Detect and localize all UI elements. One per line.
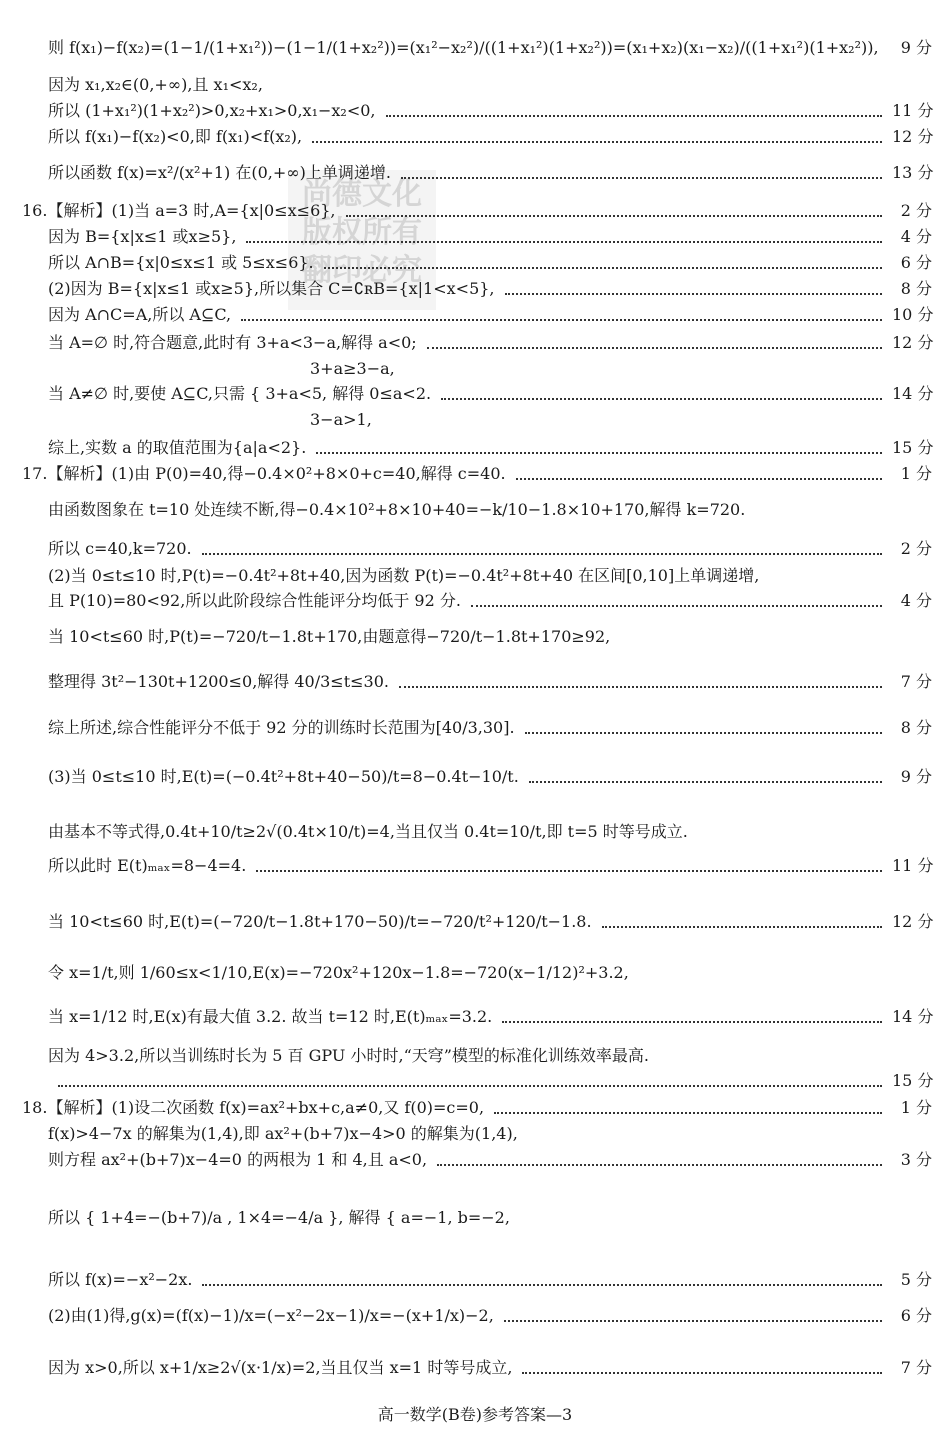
leader-dots [505, 273, 882, 295]
leader-dots [504, 1300, 882, 1322]
line-text: 当 x=1/12 时,E(x)有最大值 3.2. 故当 t=12 时,E(t)ₘₐₓ=3.2. [48, 1007, 493, 1026]
leader-dots [437, 1144, 882, 1166]
line-text: 18.【解析】(1)设二次函数 f(x)=ax²+bx+c,a≠0,又 f(0)=c=0, [22, 1098, 485, 1117]
line-text: 因为 x>0,所以 x+1/x≥2√(x·1/x)=2,当且仅当 x=1 时等号成立, [48, 1358, 513, 1377]
score-points: 5 分 [900, 1270, 932, 1289]
score-points: 6 分 [900, 1306, 932, 1325]
leader-dots [241, 299, 882, 321]
score-points: 12 分 [892, 127, 934, 146]
leader-dots [522, 1352, 882, 1374]
line-text: (2)因为 B={x|x≤1 或x≥5},所以集合 C=∁ʀB={x|1<x<5}, [48, 279, 495, 298]
leader-dots [427, 327, 882, 349]
line-text: 因为 4>3.2,所以当训练时长为 5 百 GPU 小时时,“天穹”模型的标准化训练效率最高. [48, 1046, 650, 1065]
line-text: 综上所述,综合性能评分不低于 92 分的训练时长范围为[40/3,30]. [48, 718, 515, 737]
line-text: 则方程 ax²+(b+7)x−4=0 的两根为 1 和 4,且 a<0, [48, 1150, 428, 1169]
leader-dots [324, 247, 882, 269]
line-text: 综上,实数 a 的取值范围为{a|a<2}. [48, 438, 307, 457]
line-text: 当 10<t≤60 时,P(t)=−720/t−1.8t+170,由题意得−720/t−1.8t+170≥92, [48, 627, 611, 646]
leader-dots [399, 666, 882, 688]
leader-dots [58, 1065, 882, 1087]
line-text: (2)由(1)得,g(x)=(f(x)−1)/x=(−x²−2x−1)/x=−(x+1/x)−2, [48, 1306, 494, 1325]
score-points: 14 分 [892, 384, 934, 403]
line-text: 则 f(x₁)−f(x₂)=(1−1/(1+x₁²))−(1−1/(1+x₂²))=(x₁²−x₂²)/((1+x₁²)(1+x₂²))=(x₁+x₂)(x₁−x₂)/((1+x₁²)(1+x₂²)), [48, 38, 879, 57]
score-points: 15 分 [892, 438, 934, 457]
leader-dots [386, 95, 882, 117]
line-text: (3)当 0≤t≤10 时,E(t)=(−0.4t²+8t+40−50)/t=8−0.4t−10/t. [48, 767, 519, 786]
score-points: 15 分 [892, 1071, 934, 1090]
leader-dots [516, 458, 882, 480]
line-text: 所以 f(x₁)−f(x₂)<0,即 f(x₁)<f(x₂), [48, 127, 303, 146]
score-points: 2 分 [900, 201, 932, 220]
score-points: 4 分 [900, 227, 932, 246]
score-points: 14 分 [892, 1007, 934, 1026]
line-text: 由基本不等式得,0.4t+10/t≥2√(0.4t×10/t)=4,当且仅当 0.4t=10/t,即 t=5 时等号成立. [48, 822, 688, 841]
leader-dots [525, 712, 882, 734]
score-points: 8 分 [900, 279, 932, 298]
score-points: 1 分 [900, 464, 932, 483]
leader-dots [202, 1264, 882, 1286]
leader-dots [256, 850, 882, 872]
leader-dots [401, 157, 882, 179]
line-text: 16.【解析】(1)当 a=3 时,A={x|0≤x≤6}, [22, 201, 336, 220]
line-text: 所以此时 E(t)ₘₐₓ=8−4=4. [48, 856, 247, 875]
score-points: 4 分 [900, 591, 932, 610]
score-points: 6 分 [900, 253, 932, 272]
leader-dots [246, 221, 882, 243]
line-text: 因为 B={x|x≤1 或x≥5}, [48, 227, 237, 246]
leader-dots [202, 533, 882, 555]
line-text: 因为 x₁,x₂∈(0,+∞),且 x₁<x₂, [48, 75, 263, 94]
score-points: 9 分 [900, 38, 932, 57]
score-points: 3 分 [900, 1150, 932, 1169]
score-points: 7 分 [900, 672, 932, 691]
line-text: 当 A≠∅ 时,要使 A⊆C,只需 { 3+a<5, 解得 0≤a<2. [48, 384, 432, 403]
score-points: 12 分 [892, 333, 934, 352]
line-text: 因为 A∩C=A,所以 A⊆C, [48, 305, 232, 324]
line-text: 3−a>1, [310, 410, 372, 429]
score-points: 13 分 [892, 163, 934, 182]
leader-dots [471, 585, 882, 607]
line-text: 所以 A∩B={x|0≤x≤1 或 5≤x≤6}. [48, 253, 314, 272]
leader-dots [494, 1092, 882, 1114]
leader-dots [316, 432, 882, 454]
leader-dots [529, 761, 882, 783]
score-points: 7 分 [900, 1358, 932, 1377]
line-text: 所以函数 f(x)=x²/(x²+1) 在(0,+∞)上单调递增. [48, 163, 391, 182]
score-points: 8 分 [900, 718, 932, 737]
line-text: 所以 { 1+4=−(b+7)/a , 1×4=−4/a }, 解得 { a=−1, b=−2, [48, 1208, 510, 1227]
line-text: 当 10<t≤60 时,E(t)=(−720/t−1.8t+170−50)/t=−720/t²+120/t−1.8. [48, 912, 592, 931]
score-points: 1 分 [900, 1098, 932, 1117]
score-points: 10 分 [892, 305, 934, 324]
score-points: 11 分 [892, 101, 934, 120]
line-text: 所以 c=40,k=720. [48, 539, 192, 558]
score-points: 9 分 [900, 767, 932, 786]
line-text: 所以 (1+x₁²)(1+x₂²)>0,x₂+x₁>0,x₁−x₂<0, [48, 101, 376, 120]
page-footer: 高一数学(B卷)参考答案—3 [377, 1405, 573, 1424]
leader-dots [602, 906, 882, 928]
line-text: (2)当 0≤t≤10 时,P(t)=−0.4t²+8t+40,因为函数 P(t)=−0.4t²+8t+40 在区间[0,10]上单调递增, [48, 566, 760, 585]
leader-dots [502, 1001, 882, 1023]
line-text: 整理得 3t²−130t+1200≤0,解得 40/3≤t≤30. [48, 672, 389, 691]
leader-dots [441, 378, 882, 400]
score-points: 2 分 [900, 539, 932, 558]
watermark-stamp: 尚德文化 版权所有 翻印必究 [288, 170, 436, 310]
line-text: 当 A=∅ 时,符合题意,此时有 3+a<3−a,解得 a<0; [48, 333, 417, 352]
line-text: 所以 f(x)=−x²−2x. [48, 1270, 193, 1289]
score-points: 11 分 [892, 856, 934, 875]
line-text: 3+a≥3−a, [310, 359, 395, 378]
line-text: 17.【解析】(1)由 P(0)=40,得−0.4×0²+8×0+c=40,解得 c=40. [22, 464, 506, 483]
line-text: 由函数图象在 t=10 处连续不断,得−0.4×10²+8×10+40=−k/10−1.8×10+170,解得 k=720. [48, 500, 746, 519]
line-text: 且 P(10)=80<92,所以此阶段综合性能评分均低于 92 分. [48, 591, 461, 610]
line-text: 令 x=1/t,则 1/60≤x<1/10,E(x)=−720x²+120x−1.8=−720(x−1/12)²+3.2, [48, 963, 629, 982]
score-points: 12 分 [892, 912, 934, 931]
leader-dots [312, 121, 882, 143]
line-text: f(x)>4−7x 的解集为(1,4),即 ax²+(b+7)x−4>0 的解集为(1,4), [48, 1124, 518, 1143]
leader-dots [346, 195, 882, 217]
